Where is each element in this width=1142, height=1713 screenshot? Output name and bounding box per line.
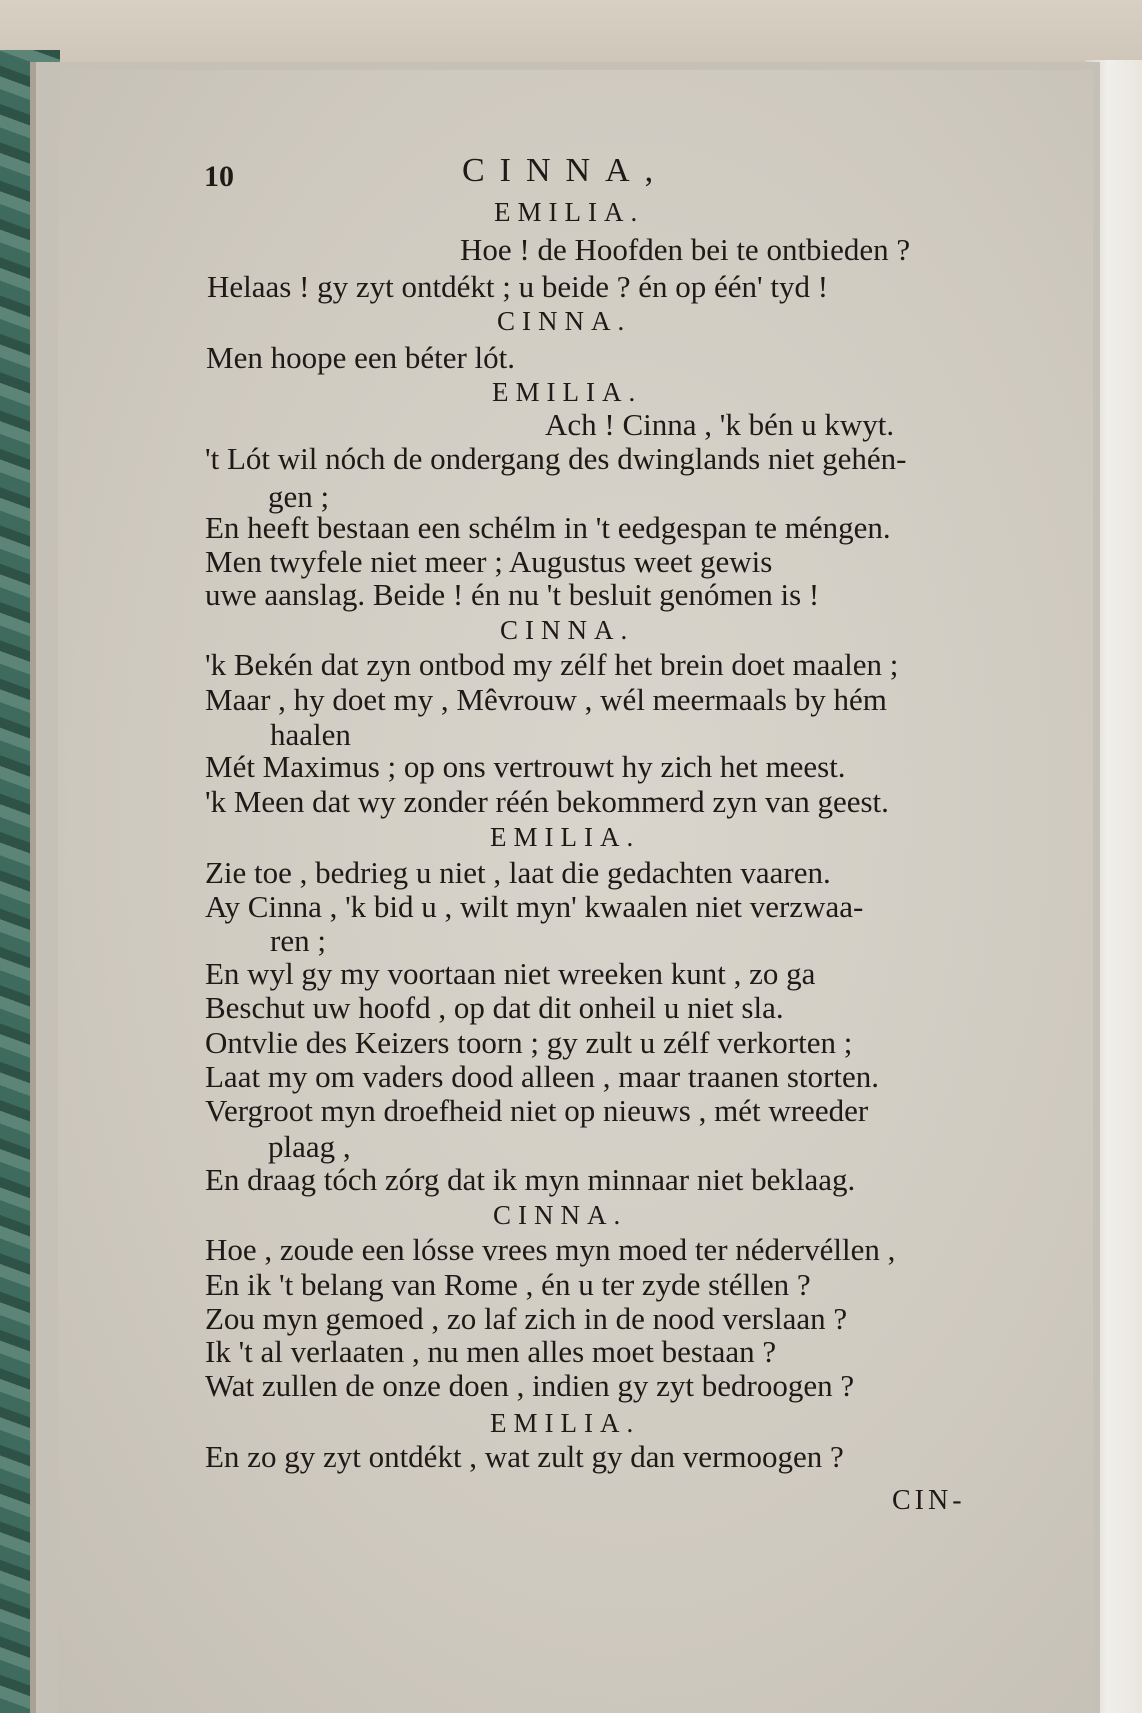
verse-line: Ik 't al verlaaten , nu men alles moet bestaan ?	[205, 1334, 777, 1369]
verse-line: En ik 't belang van Rome , én u ter zyde stéllen ?	[205, 1267, 811, 1302]
verse-line: Vergroot myn droefheid niet op nieuws , mét wreeder	[205, 1093, 869, 1128]
running-head: CINNA,	[462, 152, 669, 189]
verse-line: Zou myn gemoed , zo laf zich in de nood verslaan ?	[205, 1301, 848, 1336]
speaker-label: EMILIA.	[490, 822, 641, 852]
verse-line: 't Lót wil nóch de ondergang des dwinglands niet gehén-	[205, 441, 907, 476]
verse-line: haalen	[270, 717, 351, 752]
verse-line: 'k Meen dat wy zonder réén bekommerd zyn van geest.	[205, 784, 889, 819]
verse-line: Hoe , zoude een lósse vrees myn moed ter nédervéllen ,	[205, 1232, 896, 1267]
verse-line: Hoe ! de Hoofden bei te ontbieden ?	[460, 232, 911, 267]
page-number: 10	[204, 160, 234, 193]
verse-line: Zie toe , bedrieg u niet , laat die gedachten vaaren.	[205, 855, 831, 890]
verse-line: En zo gy zyt ontdékt , wat zult gy dan vermoogen ?	[205, 1439, 844, 1474]
speaker-label: CINNA.	[500, 615, 635, 645]
verse-line: En wyl gy my voortaan niet wreeken kunt , zo ga	[205, 956, 816, 991]
verse-line: Wat zullen de onze doen , indien gy zyt bedroogen ?	[205, 1368, 855, 1403]
verse-line: Beschut uw hoofd , op dat dit onheil u niet sla.	[205, 990, 784, 1025]
verse-line: Ach ! Cinna , 'k bén u kwyt.	[545, 407, 895, 442]
verse-line: En draag tóch zórg dat ik myn minnaar niet beklaag.	[205, 1162, 856, 1197]
verse-line: Men twyfele niet meer ; Augustus weet gewis	[205, 544, 773, 579]
verse-line: 'k Bekén dat zyn ontbod my zélf het brein doet maalen ;	[205, 647, 899, 682]
speaker-label: EMILIA.	[490, 1408, 641, 1438]
speaker-label: CINNA.	[497, 306, 632, 336]
verse-line: Laat my om vaders dood alleen , maar traanen storten.	[205, 1059, 879, 1094]
verse-line: Ontvlie des Keizers toorn ; gy zult u zélf verkorten ;	[205, 1025, 853, 1060]
verse-line: Helaas ! gy zyt ontdékt ; u beide ? én op één' tyd !	[207, 269, 829, 304]
verse-line: Maar , hy doet my , Mêvrouw , wél meermaals by hém	[205, 682, 887, 717]
verse-line: Ay Cinna , 'k bid u , wilt myn' kwaalen niet verzwaa-	[205, 889, 864, 924]
speaker-label: EMILIA.	[494, 197, 645, 227]
verse-line: plaag ,	[268, 1129, 351, 1164]
verse-line: En heeft bestaan een schélm in 't eedgespan te méngen.	[205, 510, 891, 545]
speaker-label: CINNA.	[493, 1200, 628, 1230]
verse-line: gen ;	[268, 479, 330, 514]
verse-line: Mét Maximus ; op ons vertrouwt hy zich het meest.	[205, 749, 846, 784]
verse-line: Men hoope een béter lót.	[206, 340, 516, 375]
speaker-label: EMILIA.	[492, 377, 643, 407]
catchword: CIN-	[892, 1485, 966, 1516]
verse-line: ren ;	[270, 923, 326, 958]
verse-line: uwe aanslag. Beide ! én nu 't besluit genómen is !	[205, 577, 820, 612]
